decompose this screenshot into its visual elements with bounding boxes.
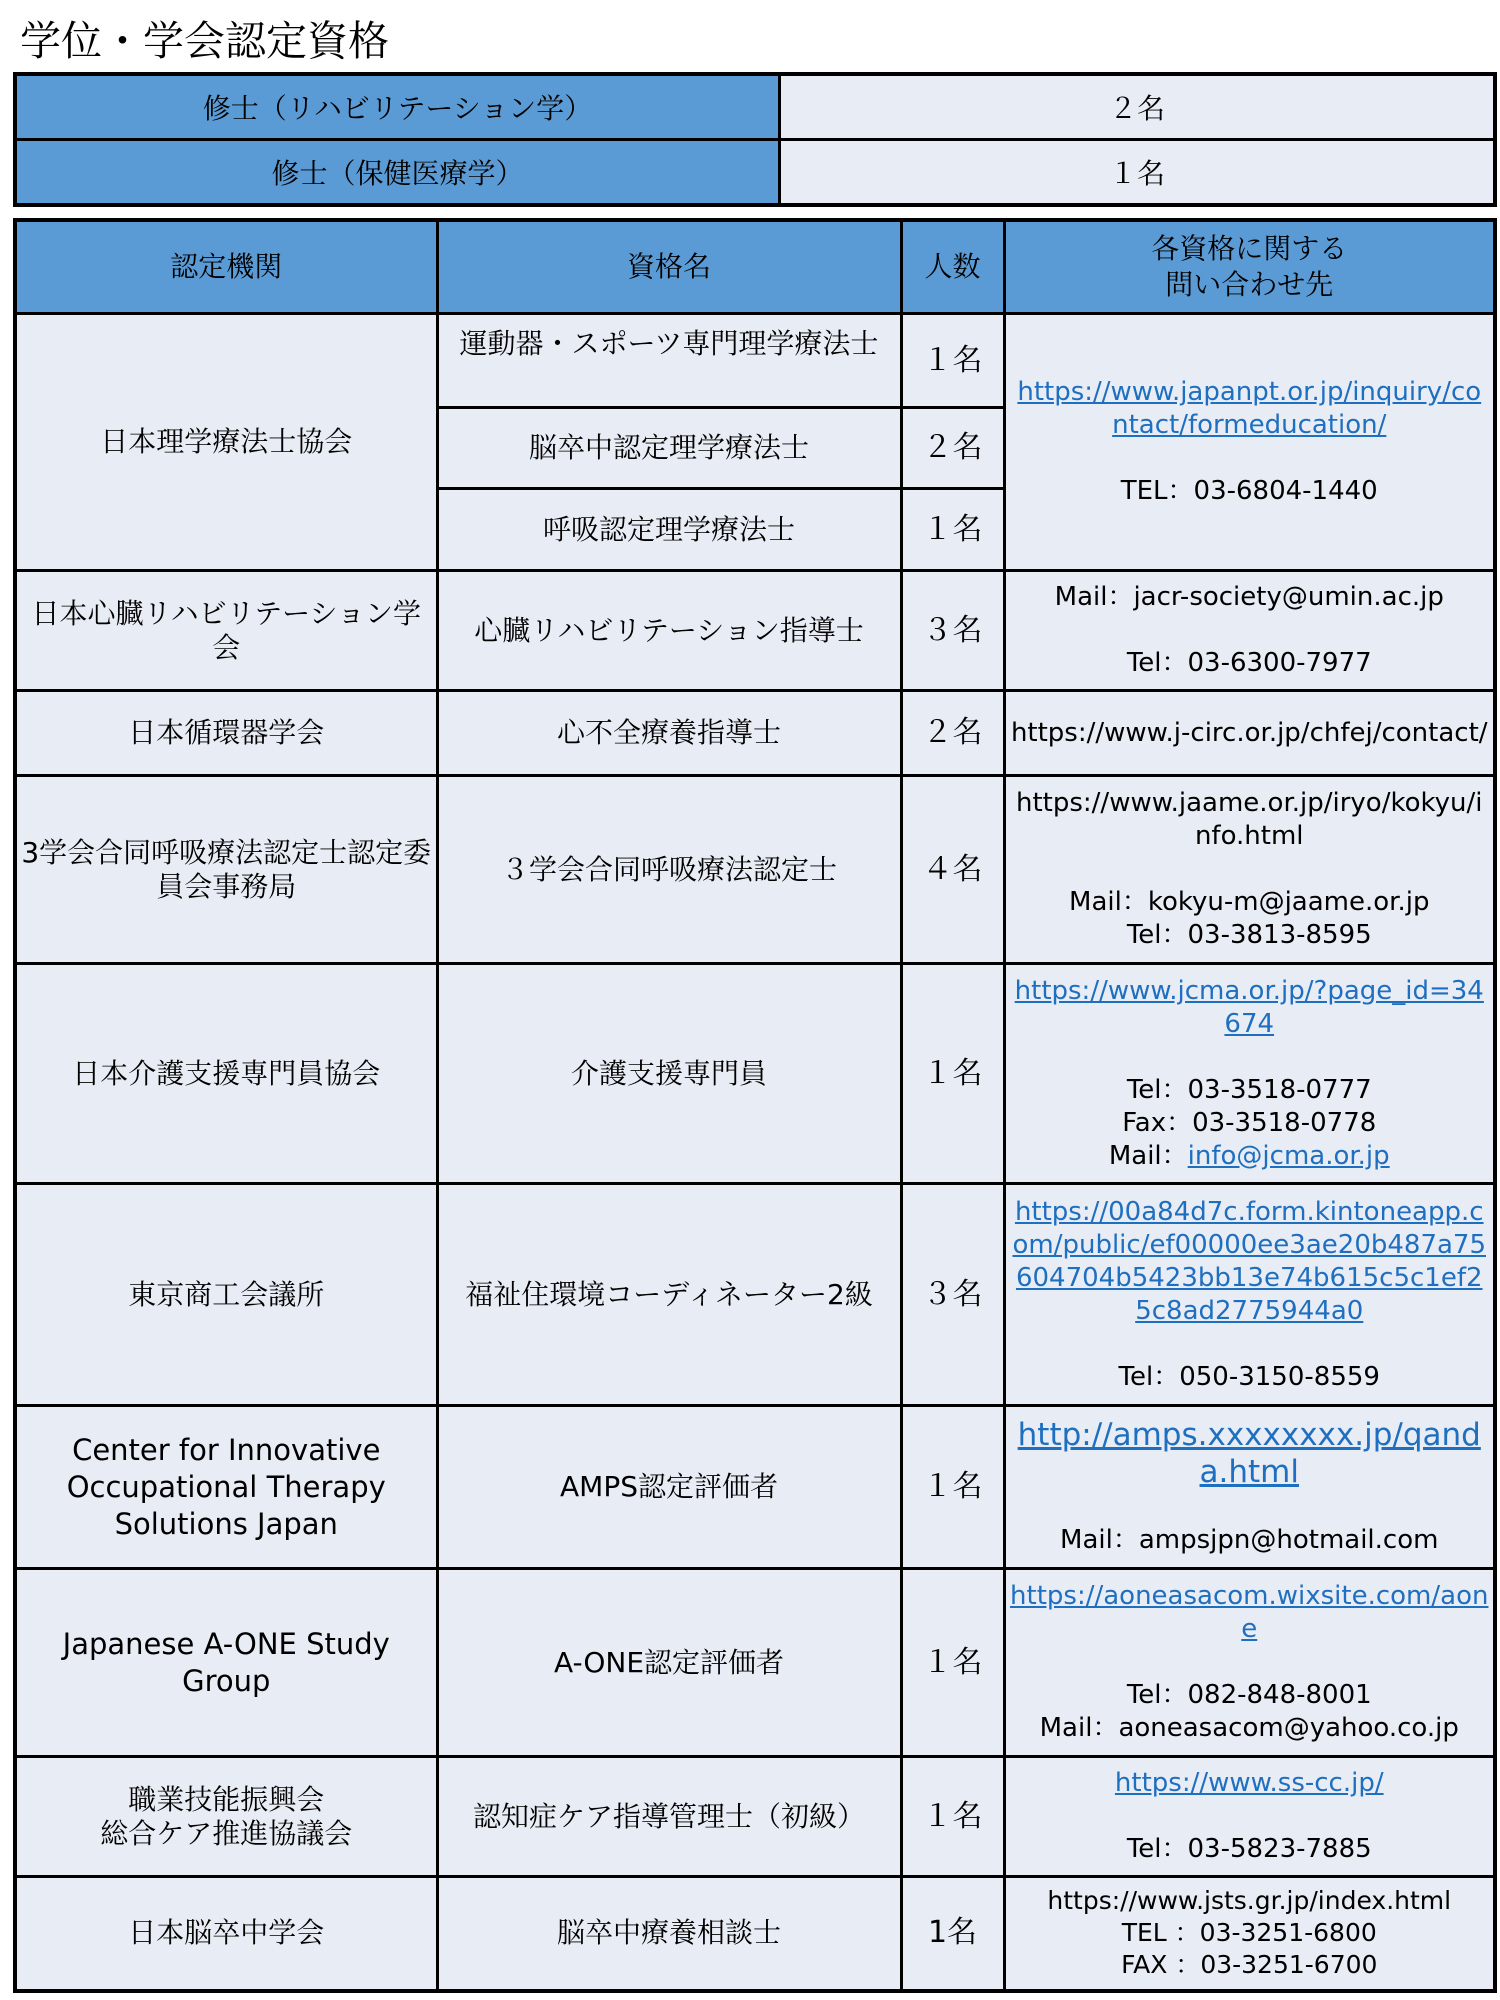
contact-tel: Tel：082-848-8001 (1126, 1680, 1372, 1710)
contact-tel: TEL：03-6804-1440 (1120, 476, 1378, 506)
contact-link[interactable]: https://www.jcma.or.jp/?page_id=34674 (1014, 975, 1484, 1039)
org-cell (15, 1757, 437, 1877)
org-line: 総合ケア推進協議会 (100, 1816, 353, 1850)
degree-name: 修士（保健医療学） (15, 140, 780, 206)
degree-name: 修士（リハビリテーション学） (15, 74, 780, 140)
contact-url: https://www.jaame.or.jp/iryo/kokyu/info.html (1016, 788, 1483, 851)
header-org: 認定機関 (15, 220, 437, 314)
contact-cell (1004, 776, 1495, 964)
qualifications-table (13, 218, 1497, 1993)
count-cell: ２名 (901, 691, 1004, 776)
contact-fax: FAX ：03-3251-6700 (1121, 1950, 1378, 1980)
contact-url: https://www.jsts.gr.jp/index.html (1047, 1886, 1452, 1916)
count-cell: １名 (901, 489, 1004, 571)
contact-tel: TEL ：03-3251-6800 (1121, 1918, 1377, 1948)
table-row (15, 1757, 1495, 1877)
page-title: 学位・学会認定資格 (20, 17, 389, 65)
contact-mail: Mail：ampsjpn@hotmail.com (1060, 1525, 1439, 1555)
qual-cell: 福祉住環境コーディネーター2級 (437, 1184, 901, 1406)
contact-url: https://www.j-circ.or.jp/chfej/contact/ (1010, 717, 1488, 748)
contact-cell (1004, 691, 1495, 776)
count-cell: ３名 (901, 571, 1004, 691)
header-contact (1004, 220, 1495, 314)
count-cell: １名 (901, 1757, 1004, 1877)
qual-cell: 介護支援専門員 (437, 964, 901, 1184)
count-cell: １名 (901, 964, 1004, 1184)
table-row (15, 776, 1495, 964)
count-cell: ４名 (901, 776, 1004, 964)
contact-cell (1004, 1877, 1495, 1991)
table-row (15, 74, 1495, 140)
table-row (15, 691, 1495, 776)
org-cell: 日本理学療法士協会 (15, 314, 437, 571)
contact-cell (1004, 1569, 1495, 1757)
contact-mail: Mail：kokyu-m@jaame.or.jp (1069, 887, 1430, 917)
table-row (15, 1184, 1495, 1406)
contact-cell (1004, 571, 1495, 691)
header-contact-line: 各資格に関する (1151, 232, 1348, 265)
header-qual: 資格名 (437, 220, 901, 314)
table-row (15, 1569, 1495, 1757)
count-cell: ２名 (901, 408, 1004, 489)
org-cell: Center for Innovative Occupational Therapy Solutions Japan (15, 1406, 437, 1569)
contact-mail: Mail：aoneasacom@yahoo.co.jp (1039, 1713, 1459, 1743)
table-row (15, 314, 1495, 408)
count-cell: ３名 (901, 1184, 1004, 1406)
count-cell: 1名 (901, 1877, 1004, 1991)
contact-cell (1004, 1757, 1495, 1877)
count-cell: １名 (901, 1569, 1004, 1757)
contact-mail: Mail：jacr-society@umin.ac.jp (1054, 582, 1444, 612)
qual-cell: 認知症ケア指導管理士（初級） (437, 1757, 901, 1877)
header-contact-line: 問い合わせ先 (1165, 268, 1334, 301)
org-cell: 日本介護支援専門員協会 (15, 964, 437, 1184)
contact-tel: Tel：03-3813-8595 (1126, 920, 1372, 950)
org-cell: 3学会合同呼吸療法認定士認定委員会事務局 (15, 776, 437, 964)
org-cell: Japanese A-ONE Study Group (15, 1569, 437, 1757)
qual-cell: A-ONE認定評価者 (437, 1569, 901, 1757)
qual-cell: 呼吸認定理学療法士 (437, 489, 901, 571)
qual-cell: 心臓リハビリテーション指導士 (437, 571, 901, 691)
contact-link[interactable]: https://www.japanpt.or.jp/inquiry/contact/formeducation/ (1017, 377, 1482, 440)
mail-label: Mail： (1108, 1140, 1188, 1171)
contact-tel: Tel：03-6300-7977 (1126, 648, 1372, 678)
contact-link[interactable]: https://aoneasacom.wixsite.com/aone (1010, 1581, 1489, 1644)
table-row (15, 140, 1495, 206)
qual-cell: 脳卒中療養相談士 (437, 1877, 901, 1991)
qual-cell: 脳卒中認定理学療法士 (437, 408, 901, 489)
table-header-row (15, 220, 1495, 314)
contact-cell (1004, 1184, 1495, 1406)
degrees-table (13, 72, 1497, 207)
qual-cell: ３学会合同呼吸療法認定士 (437, 776, 901, 964)
mail-link[interactable]: info@jcma.or.jp (1187, 1140, 1390, 1171)
contact-link[interactable]: https://www.ss-cc.jp/ (1114, 1768, 1384, 1798)
count-cell: １名 (901, 1406, 1004, 1569)
org-cell: 日本脳卒中学会 (15, 1877, 437, 1991)
contact-link[interactable]: https://00a84d7c.form.kintoneapp.com/public/ef00000ee3ae20b487a75604704b5423bb13e74b615c5c1ef25c8ad2775944a0 (1012, 1196, 1487, 1326)
table-row (15, 1406, 1495, 1569)
org-cell: 東京商工会議所 (15, 1184, 437, 1406)
contact-mail (1010, 1140, 1490, 1173)
contact-cell (1004, 314, 1495, 571)
contact-tel: Tel：03-3518-0777 (1126, 1074, 1372, 1105)
contact-tel: Tel：050-3150-8559 (1118, 1361, 1380, 1392)
qual-cell: 運動器・スポーツ専門理学療法士 (437, 314, 901, 408)
degree-count: １名 (780, 140, 1496, 206)
contact-link[interactable]: http://amps.xxxxxxxx.jp/qanda.html (1017, 1417, 1481, 1490)
header-count: 人数 (901, 220, 1004, 314)
qual-cell: 心不全療養指導士 (437, 691, 901, 776)
contact-cell (1004, 1406, 1495, 1569)
degree-count: ２名 (780, 74, 1496, 140)
qual-cell: AMPS認定評価者 (437, 1406, 901, 1569)
table-row (15, 1877, 1495, 1991)
contact-cell (1004, 964, 1495, 1184)
contact-tel: Tel：03-5823-7885 (1126, 1834, 1372, 1864)
contact-fax: Fax：03-3518-0778 (1122, 1107, 1377, 1138)
table-row (15, 571, 1495, 691)
table-row (15, 964, 1495, 1184)
count-cell: １名 (901, 314, 1004, 408)
org-cell: 日本心臓リハビリテーション学会 (15, 571, 437, 691)
org-cell: 日本循環器学会 (15, 691, 437, 776)
org-line: 職業技能振興会 (128, 1782, 325, 1816)
